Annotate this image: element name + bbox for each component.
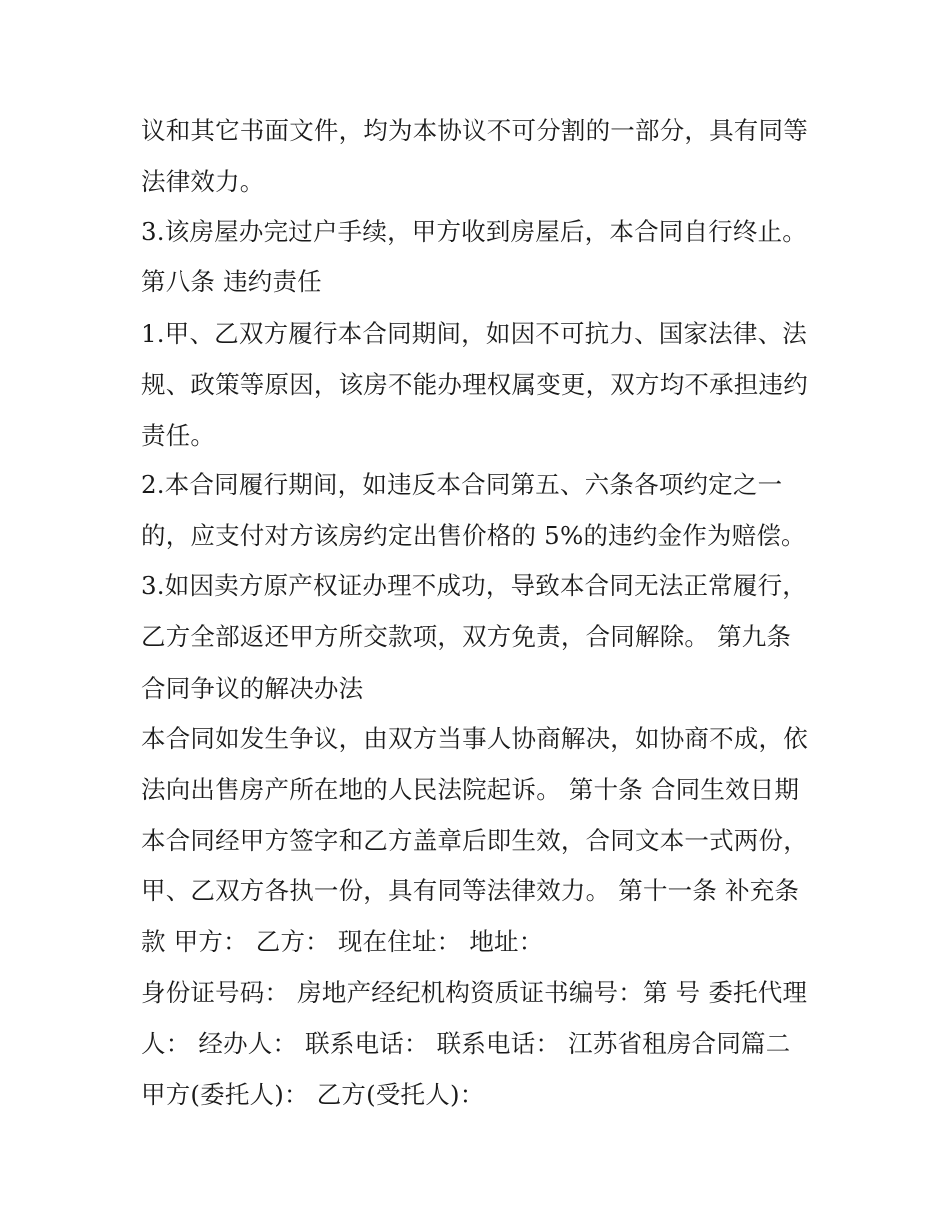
text-line: 法律效力。 xyxy=(141,167,265,196)
text-line: 甲方(委托人)： 乙方(受托人)： xyxy=(141,1080,485,1109)
text-line: 本合同如发生争议，由双方当事人协商解决，如协商不成，依 xyxy=(141,724,808,753)
text-line: 的，应支付对方该房约定出售价格的 5%的违约金作为赔偿。 xyxy=(141,521,806,550)
text-line: 责任。 xyxy=(141,421,216,450)
article-heading: 第八条 违约责任 xyxy=(141,267,322,296)
text-line: 法向出售房产所在地的人民法院起诉。 第十条 合同生效日期 xyxy=(141,775,800,804)
text-line: 款 甲方： 乙方： 现在住址： 地址： xyxy=(141,927,544,956)
text-line: 合同争议的解决办法 xyxy=(141,674,364,703)
text-line: 规、政策等原因，该房不能办理权属变更，双方均不承担违约 xyxy=(141,370,808,399)
text-line: 3.该房屋办完过户手续，甲方收到房屋后，本合同自行终止。 xyxy=(141,217,807,246)
text-line: 3.如因卖方原产权证办理不成功，导致本合同无法正常履行， xyxy=(141,571,807,600)
text-line: 本合同经甲方签字和乙方盖章后即生效，合同文本一式两份， xyxy=(141,826,808,855)
text-line: 乙方全部返还甲方所交款项，双方免责，合同解除。 第九条 xyxy=(141,622,792,651)
text-line: 甲、乙双方各执一份，具有同等法律效力。 第十一条 补充条 xyxy=(141,876,800,905)
text-line: 人： 经办人： 联系电话： 联系电话： 江苏省租房合同篇二 xyxy=(141,1029,791,1058)
text-line: 身份证号码： 房地产经纪机构资质证书编号：第 号 委托代理 xyxy=(141,978,808,1007)
text-line: 2.本合同履行期间，如违反本合同第五、六条各项约定之一 xyxy=(141,470,783,499)
text-line: 议和其它书面文件，均为本协议不可分割的一部分，具有同等 xyxy=(141,116,808,145)
text-line: 1.甲、乙双方履行本合同期间，如因不可抗力、国家法律、法 xyxy=(141,319,807,348)
